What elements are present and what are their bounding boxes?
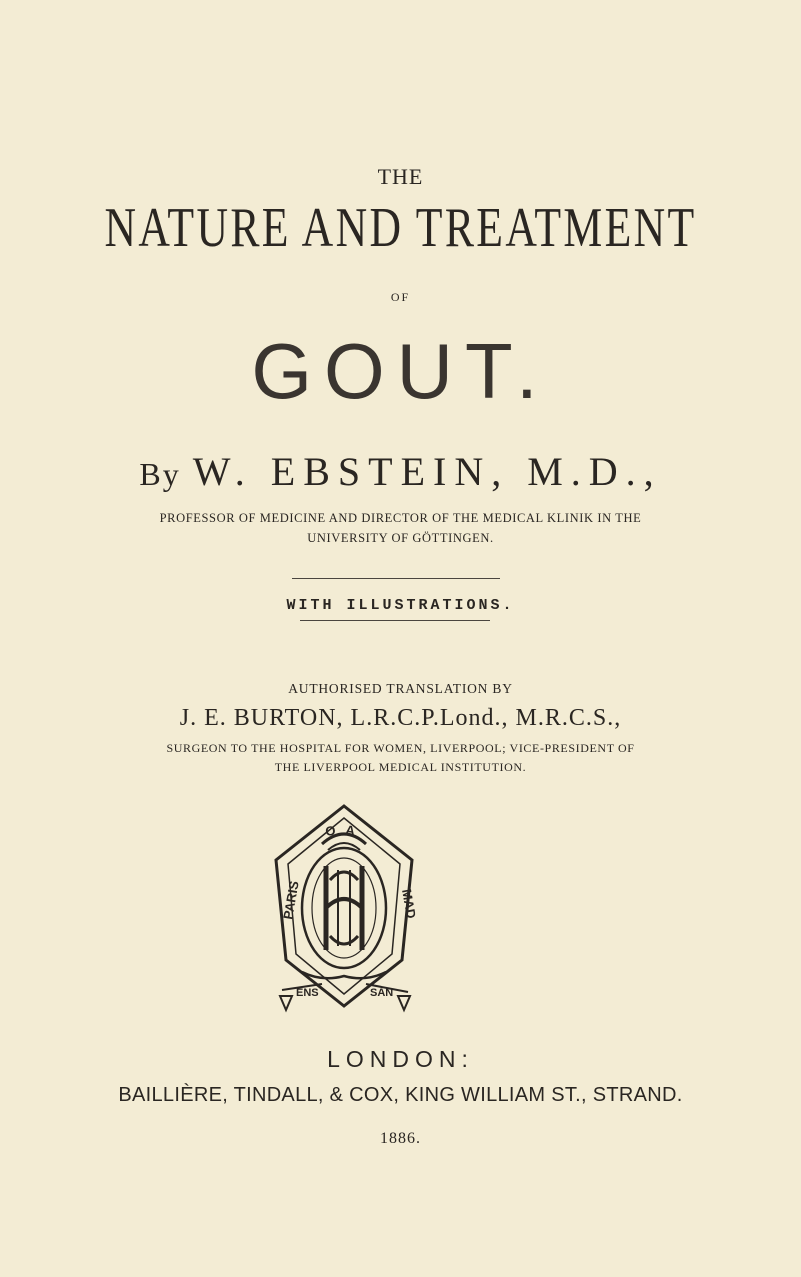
main-title: NATURE AND TREATMENT xyxy=(104,197,697,259)
divider-top xyxy=(292,578,500,579)
author-by: By xyxy=(139,456,181,492)
imprint-city: LONDON: xyxy=(327,1046,474,1072)
title-of: OF xyxy=(390,290,411,304)
author-line xyxy=(0,448,801,495)
translator-title-line-2: THE LIVERPOOL MEDICAL INSTITUTION. xyxy=(274,760,527,774)
translation-note: AUTHORISED TRANSLATION BY xyxy=(288,681,513,696)
author-name: W. EBSTEIN, M.D., xyxy=(192,449,662,494)
title-the: THE xyxy=(377,164,424,189)
divider-bottom xyxy=(300,620,490,621)
svg-text:PARIS: PARIS xyxy=(280,879,302,921)
translator-title-line-1: SURGEON TO THE HOSPITAL FOR WOMEN, LIVERPOOL; VICE-PRESIDENT OF xyxy=(166,741,635,755)
publisher-emblem-icon xyxy=(252,800,436,1036)
translator-name: J. E. BURTON, L.R.C.P.Lond., M.R.C.S., xyxy=(179,705,622,731)
svg-text:MAD: MAD xyxy=(399,887,419,920)
subject-title: GOUT. xyxy=(251,327,550,415)
svg-text:ENS: ENS xyxy=(296,987,319,999)
author-title-line-2: UNIVERSITY OF GÖTTINGEN. xyxy=(307,531,494,545)
svg-text:SAN: SAN xyxy=(370,987,394,999)
svg-text:A: A xyxy=(344,822,356,839)
svg-text:O: O xyxy=(324,822,337,839)
illustrations-note: WITH ILLUSTRATIONS. xyxy=(286,597,515,614)
imprint-publisher: BAILLIÈRE, TINDALL, & COX, KING WILLIAM ST., STRAND. xyxy=(118,1084,683,1106)
imprint-year: 1886. xyxy=(380,1130,421,1147)
author-title-line-1: PROFESSOR OF MEDICINE AND DIRECTOR OF THE MEDICAL KLINIK IN THE xyxy=(159,511,642,525)
